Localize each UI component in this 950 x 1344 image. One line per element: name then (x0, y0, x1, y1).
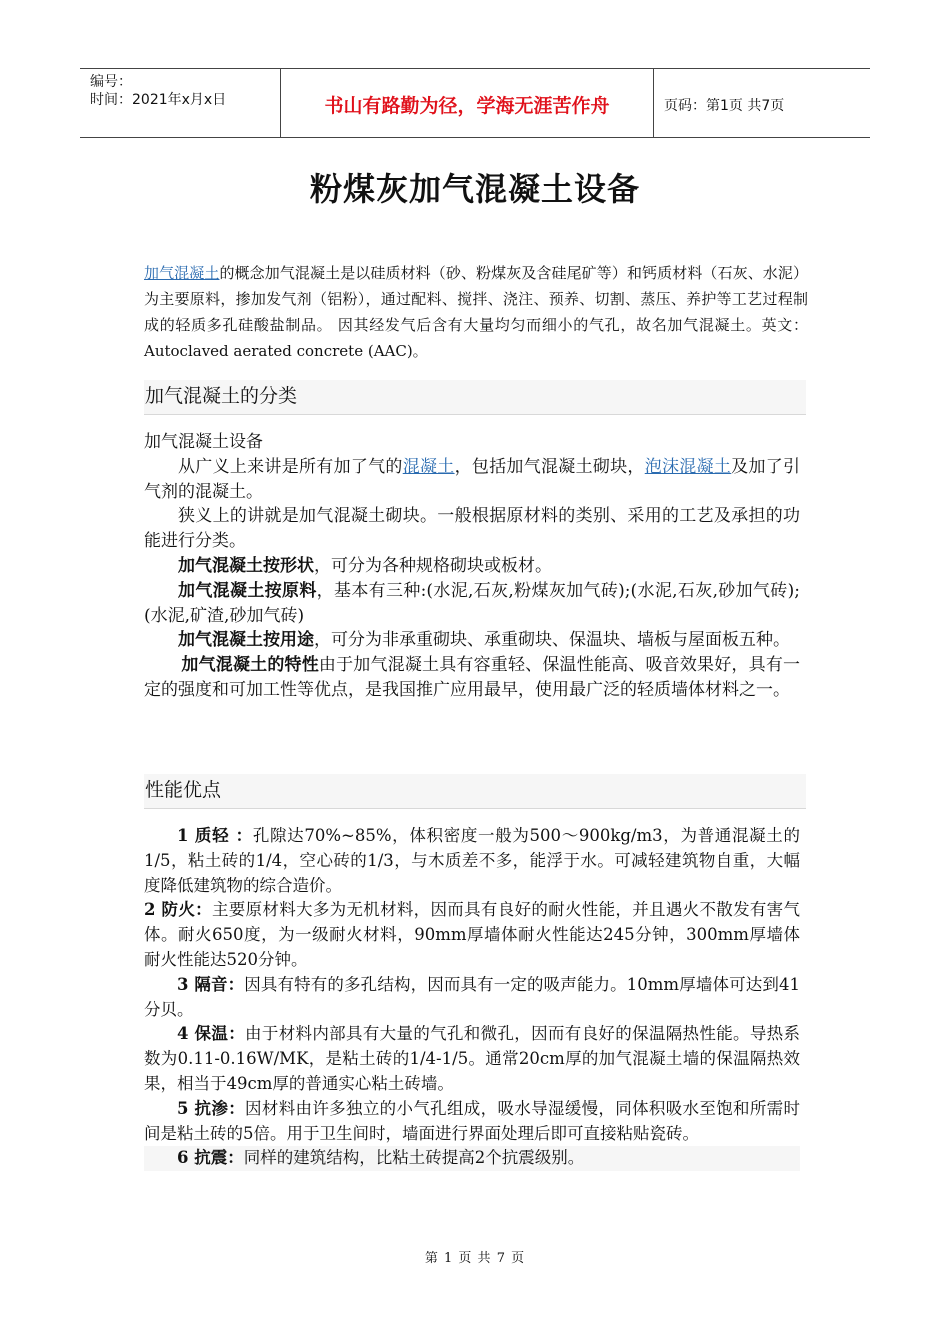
text-span: ，可分为各种规格砌块或板材。 (314, 555, 552, 576)
header-page-cell (654, 69, 870, 137)
section-heading-classification (144, 380, 806, 415)
bold-label: 加气混凝土的特性 (181, 655, 319, 676)
advantage-text: 孔隙达70%~85%，体积密度一般为500～900kg/m3，为普通混凝土的1/5，粘土砖的1/4，空心砖的1/3，与木质差不多，能浮于水。可减轻建筑物自重，大幅度降低建筑物的综合造价。 (144, 826, 800, 895)
advantage-label: 5 抗渗： (177, 1098, 246, 1118)
text-span: ，基本有三种:(水泥,石灰,粉煤灰加气砖);(水泥,石灰,砂加气砖);(水泥,矿渣,砂加气砖) (144, 580, 801, 626)
equipment-line: 加气混凝土设备 (144, 432, 263, 452)
advantage-label: 6 抗震： (177, 1148, 244, 1168)
broad-definition (144, 455, 800, 505)
bold-label: 加气混凝土按形状 (178, 555, 314, 576)
advantage-label: 4 保温： (177, 1024, 246, 1044)
advantage-item (144, 1146, 800, 1171)
advantage-item (144, 824, 800, 898)
advantage-item (144, 898, 800, 972)
link-aac[interactable]: 加气混凝土 (144, 264, 220, 282)
text-span: 及加了引气剂的混凝土。 (144, 456, 801, 502)
text-span: ，包括加气混凝土砌块， (454, 456, 645, 477)
header-motto-cell (281, 69, 654, 137)
link-concrete[interactable]: 混凝土 (402, 456, 455, 477)
text-span: 由于加气混凝土具有容重轻、保温性能高、吸音效果好，具有一定的强度和可加工性等优点，是我国推广应用最早，使用最广泛的轻质墙体材料之一。 (144, 655, 801, 700)
by-usage (144, 628, 800, 653)
advantage-text: 因具有特有的多孔结构，因而具有一定的吸声能力。10mm厚墙体可达到41分贝。 (144, 974, 800, 1019)
bold-label: 加气混凝土按用途 (178, 630, 314, 651)
advantage-label: 3 隔音： (177, 974, 245, 994)
section-heading-advantages (144, 774, 806, 809)
header-meta-cell (80, 69, 281, 137)
advantage-label: 2 防火： (144, 900, 212, 920)
text-span: 从广义上来讲是所有加了气的 (178, 456, 403, 477)
page-info: 页码：第1页 共7页 (664, 98, 785, 114)
intro-paragraph (144, 260, 808, 364)
advantage-item (144, 1022, 800, 1096)
by-material (144, 579, 800, 629)
bold-label: 加气混凝土按原料 (178, 580, 317, 601)
advantage-text: 由于材料内部具有大量的气孔和微孔，因而有良好的保温隔热性能。导热系数为0.11-0.16W/MK，是粘土砖的1/4-1/5。通常20cm厚的加气混凝土墙的保温隔热效果，相当于49cm厚的普通实心粘土砖墙。 (144, 1024, 801, 1093)
advantage-text: 主要原材料大多为无机材料，因而具有良好的耐火性能，并且遇火不散发有害气体。耐火650度，为一级耐火材料，90mm厚墙体耐火性能达245分钟，300mm厚墙体耐火性能达520分钟。 (144, 900, 800, 969)
time-label: 时间：2021年x月x日 (90, 92, 227, 108)
document-header (80, 68, 870, 138)
advantage-label: 1 质轻 ： (177, 826, 253, 845)
text-span: ，可分为非承重砌块、承重砌块、保温块、墙板与屋面板五种。 (314, 630, 790, 651)
link-foam-concrete[interactable]: 泡沫混凝土 (644, 456, 732, 477)
page-footer: 第 1 页 共 7 页 (424, 1251, 526, 1266)
number-label: 编号： (90, 74, 132, 90)
by-shape (144, 554, 800, 579)
properties (144, 653, 800, 703)
section-heading-text: 性能优点 (145, 779, 222, 801)
classification-body (144, 430, 800, 703)
narrow-definition: 狭义上的讲就是加气混凝土砌块。一般根据原材料的类别、采用的工艺及承担的功能进行分类。 (144, 506, 800, 552)
motto: 书山有路勤为径，学海无涯苦作舟 (324, 95, 610, 117)
intro-text: 的概念加气混凝土是以硅质材料（砂、粉煤灰及含硅尾矿等）和钙质材料（石灰、水泥）为主要原料，掺加发气剂（铝粉），通过配料、搅拌、浇注、预养、切割、蒸压、养护等工艺过程制成的轻质多孔硅酸盐制品。 因其经发气后含有大量均匀而细小的气孔，故名加气混凝土。英文：Autoclaved aerated concrete (AAC)。 (144, 264, 808, 360)
advantage-item (144, 1097, 800, 1147)
section-heading-text: 加气混凝土的分类 (145, 385, 298, 407)
advantage-text: 同样的建筑结构，比粘土砖提高2个抗震级别。 (243, 1148, 585, 1168)
advantages-body (144, 824, 800, 1171)
advantage-item (144, 973, 800, 1023)
advantage-text: 因材料由许多独立的小气孔组成，吸水导湿缓慢，同体积吸水至饱和所需时间是粘土砖的5倍。用于卫生间时，墙面进行界面处理后即可直接粘贴瓷砖。 (144, 1098, 801, 1143)
page-title: 粉煤灰加气混凝土设备 (309, 170, 640, 208)
